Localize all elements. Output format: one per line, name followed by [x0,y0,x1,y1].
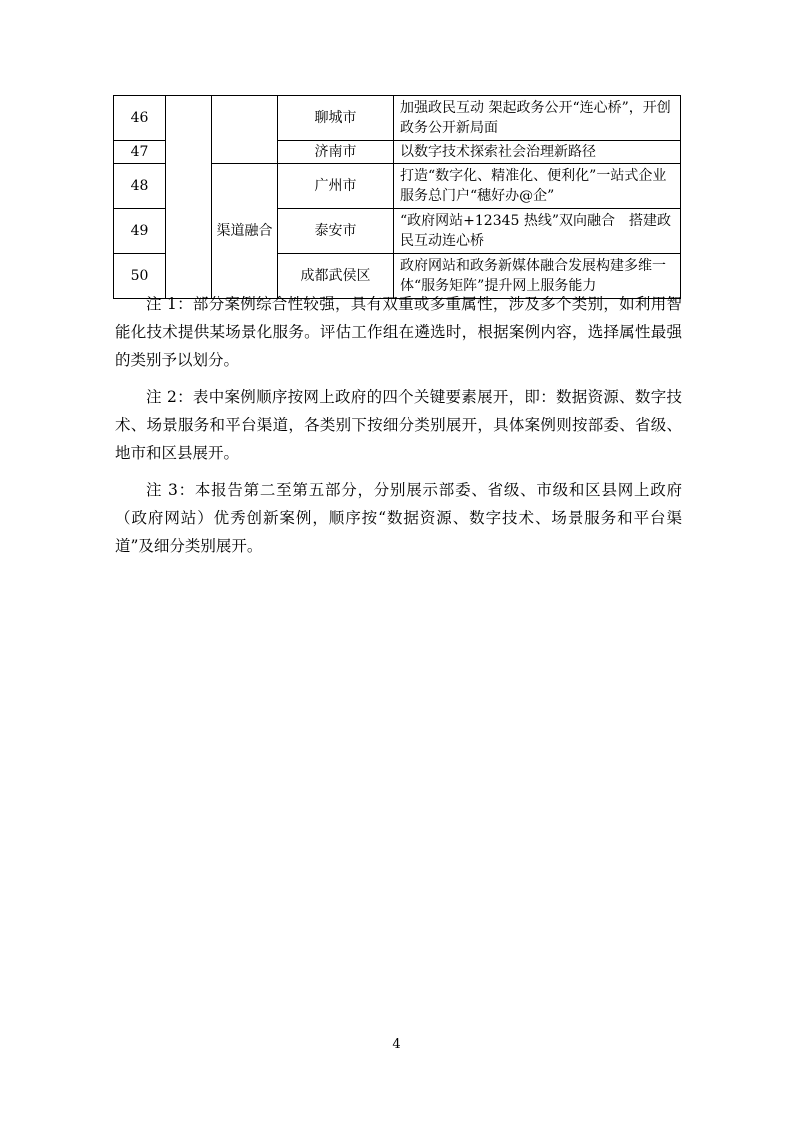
case-city: 聊城市 [278,96,394,141]
case-title: 打造“数字化、精准化、便利化”一站式企业服务总门户“穗好办@企” [394,164,681,209]
case-title: 政府网站和政务新媒体融合发展构建多维一体“服务矩阵”提升网上服务能力 [394,254,681,299]
page-number: 4 [392,1037,401,1052]
case-city: 泰安市 [278,209,394,254]
case-number: 48 [114,164,166,209]
subcategory-cell [212,96,278,164]
note-3: 注 3：本报告第二至第五部分，分别展示部委、省级、市级和区县网上政府（政府网站）优秀创新案例，顺序按“数据资源、数字技术、场景服务和平台渠道”及细分类别展开。 [115,481,682,555]
case-title: 加强政民互动 架起政务公开“连心桥”，开创政务公开新局面 [394,96,681,141]
case-city: 成都武侯区 [278,254,394,299]
cases-table [113,95,681,299]
case-number: 49 [114,209,166,254]
notes-section [115,290,682,569]
table-row [114,96,681,141]
note-2: 注 2：表中案例顺序按网上政府的四个关键要素展开，即：数据资源、数字技术、场景服务和平台渠道，各类别下按细分类别展开，具体案例则按部委、省级、地市和区县展开。 [115,388,682,462]
note-1: 注 1：部分案例综合性较强，具有双重或多重属性，涉及多个类别，如利用智能化技术提供某场景化服务。评估工作组在遴选时，根据案例内容，选择属性最强的类别予以划分。 [115,295,682,369]
subcategory-channel-fusion: 渠道融合 [212,164,278,299]
case-number: 46 [114,96,166,141]
case-city: 广州市 [278,164,394,209]
case-number: 47 [114,141,166,164]
case-number: 50 [114,254,166,299]
case-title: “政府网站+12345 热线”双向融合 搭建政民互动连心桥 [394,209,681,254]
case-city: 济南市 [278,141,394,164]
case-title: 以数字技术探索社会治理新路径 [394,141,681,164]
category-cell [166,96,212,299]
